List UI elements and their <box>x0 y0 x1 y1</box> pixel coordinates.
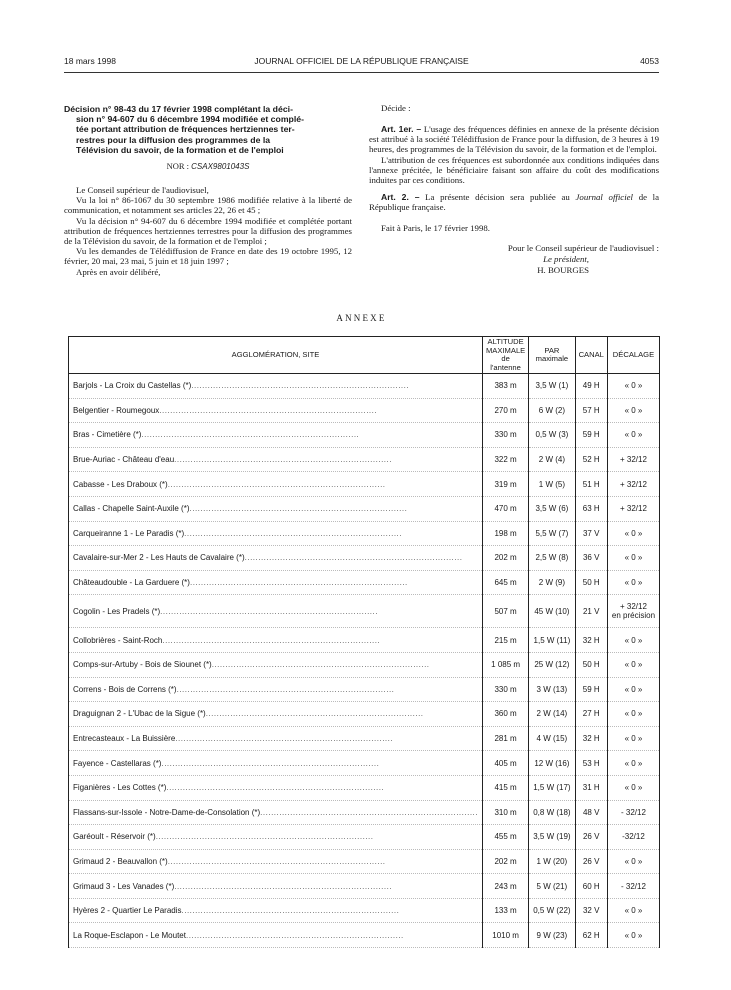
table-row <box>69 521 660 546</box>
decalage-value: « 0 » <box>624 930 643 940</box>
canal-cell: 62 H <box>575 923 607 948</box>
decalage-value: « 0 » <box>624 430 643 440</box>
altitude-cell: 281 m <box>482 726 528 751</box>
decide-column <box>369 103 659 276</box>
canal-cell: 63 H <box>575 496 607 521</box>
header-journal-title: JOURNAL OFFICIEL DE LA RÉPUBLIQUE FRANÇAISE <box>254 56 469 66</box>
leader-dots: ................................................................................ <box>211 660 430 670</box>
decision-title-line: tée portant attribution de fréquences hertziennes ter- <box>76 124 295 135</box>
par-cell: 2 W (4) <box>529 447 575 472</box>
table-row <box>69 775 660 800</box>
altitude-cell: 330 m <box>482 677 528 702</box>
par-cell: 3,5 W (6) <box>529 496 575 521</box>
decalage-cell <box>607 628 659 653</box>
decalage-cell <box>607 775 659 800</box>
site-cell <box>69 472 483 497</box>
decalage-note: en précision <box>611 611 656 621</box>
site-cell <box>69 570 483 595</box>
leader-dots: ................................................................................ <box>167 856 386 866</box>
decalage-value: -32/12 <box>622 832 645 842</box>
site-cell <box>69 726 483 751</box>
par-cell: 2,5 W (8) <box>529 546 575 571</box>
decalage-value: « 0 » <box>624 578 643 588</box>
site-cell <box>69 800 483 825</box>
decalage-value: + 32/12 <box>620 455 647 465</box>
site-cell <box>69 702 483 727</box>
altitude-cell: 1 085 m <box>482 652 528 677</box>
article-2-journal: Journal officiel <box>575 192 633 203</box>
leader-dots: ................................................................................ <box>185 930 404 940</box>
leader-dots: ................................................................................ <box>176 684 395 694</box>
site-name: Garéoult - Réservoir (*) <box>73 832 156 842</box>
decalage-value: « 0 » <box>624 635 643 645</box>
par-cell: 25 W (12) <box>529 652 575 677</box>
decalage-cell <box>607 423 659 448</box>
site-name: Carqueiranne 1 - Le Paradis (*) <box>73 528 185 538</box>
table-row <box>69 677 660 702</box>
decalage-value: - 32/12 <box>621 807 646 817</box>
altitude-cell: 360 m <box>482 702 528 727</box>
leader-dots: ................................................................................ <box>181 906 400 916</box>
decalage-cell <box>607 825 659 850</box>
altitude-cell: 330 m <box>482 423 528 448</box>
table-row <box>69 628 660 653</box>
site-cell <box>69 825 483 850</box>
site-cell <box>69 898 483 923</box>
leader-dots: ................................................................................ <box>155 832 374 842</box>
site-cell <box>69 595 483 628</box>
site-name: Correns - Bois de Correns (*) <box>73 684 177 694</box>
site-name: La Roque-Esclapon - Le Moutet <box>73 930 186 940</box>
par-cell: 45 W (10) <box>529 595 575 628</box>
table-row <box>69 496 660 521</box>
site-name: Fayence - Castellaras (*) <box>73 758 162 768</box>
leader-dots: ................................................................................ <box>244 553 463 563</box>
column-header-canal: CANAL <box>575 337 607 374</box>
decision-title-line: sion n° 94-607 du 6 décembre 1994 modifiée et complé- <box>76 114 304 125</box>
table-row <box>69 652 660 677</box>
signature-role-text: Le président, <box>543 253 589 264</box>
canal-cell: 50 H <box>575 652 607 677</box>
site-name: Grimaud 2 - Beauvallon (*) <box>73 856 168 866</box>
decalage-value: « 0 » <box>624 405 643 415</box>
table-row <box>69 923 660 948</box>
canal-cell: 48 V <box>575 800 607 825</box>
decalage-cell <box>607 702 659 727</box>
decalage-cell <box>607 374 659 399</box>
decalage-value: « 0 » <box>624 684 643 694</box>
decision-paragraph: Vu la loi n° 86-1067 du 30 septembre 1986 modifiée relative à la liberté de communication, et notamment ses articles 22, 26 et 45 ; <box>64 195 352 216</box>
par-cell: 6 W (2) <box>529 398 575 423</box>
altitude-cell: 319 m <box>482 472 528 497</box>
site-name: Bras - Cimetière (*) <box>73 430 142 440</box>
site-cell <box>69 652 483 677</box>
signature-name: H. BOURGES <box>537 264 589 275</box>
site-name: Draguignan 2 - L'Ubac de la Sigue (*) <box>73 709 206 719</box>
canal-cell: 32 H <box>575 628 607 653</box>
site-name: Entrecasteaux - La Buissière <box>73 734 176 744</box>
site-name: Comps-sur-Artuby - Bois de Siounet (*) <box>73 660 212 670</box>
column-header-decalage: DÉCALAGE <box>607 337 659 374</box>
site-name: Barjols - La Croix du Castellas (*) <box>73 381 192 391</box>
decalage-value: « 0 » <box>624 381 643 391</box>
leader-dots: ................................................................................ <box>205 709 424 719</box>
site-cell <box>69 546 483 571</box>
decalage-cell <box>607 874 659 899</box>
altitude-cell: 470 m <box>482 496 528 521</box>
decision-title-line: Télévision du savoir, de la formation et de l'emploi <box>76 144 284 155</box>
annexe-table-body <box>69 374 660 948</box>
leader-dots: ................................................................................ <box>191 381 410 391</box>
canal-cell: 26 V <box>575 825 607 850</box>
nor-label: NOR : <box>166 161 190 172</box>
header-page-number: 4053 <box>640 56 659 66</box>
leader-dots: ................................................................................ <box>160 606 378 616</box>
canal-cell: 51 H <box>575 472 607 497</box>
nor-code: CSAX9801043S <box>191 162 250 172</box>
par-cell: 3,5 W (1) <box>529 374 575 399</box>
site-cell <box>69 677 483 702</box>
table-row <box>69 398 660 423</box>
site-cell <box>69 521 483 546</box>
canal-cell: 60 H <box>575 874 607 899</box>
canal-cell: 26 V <box>575 849 607 874</box>
leader-dots: ................................................................................ <box>167 479 386 489</box>
header-date: 18 mars 1998 <box>64 56 116 66</box>
annexe-table <box>68 336 660 948</box>
decalage-cell <box>607 800 659 825</box>
table-row <box>69 374 660 399</box>
decalage-cell <box>607 652 659 677</box>
decision-paragraph: Vu les demandes de Télédiffusion de France en date des 19 octobre 1995, 12 février, 20 mai, 23 mai, 5 juin et 18 juin 1997 ; <box>64 246 352 267</box>
leader-dots: ................................................................................ <box>141 430 360 440</box>
table-row <box>69 472 660 497</box>
article-1-label: Art. 1er. – <box>381 124 422 134</box>
decalage-cell <box>607 570 659 595</box>
table-row <box>69 726 660 751</box>
decalage-value: « 0 » <box>624 758 643 768</box>
decalage-cell <box>607 398 659 423</box>
canal-cell: 27 H <box>575 702 607 727</box>
page-header <box>64 56 659 70</box>
par-cell: 0,5 W (3) <box>529 423 575 448</box>
decision-paragraph: Vu la décision n° 94-607 du 6 décembre 1994 modifiée et complétée portant attribution de fréquences hertziennes terrestres pour la diffusion des programmes de la Télévision du savoir, de la formation et de l'emploi ; <box>64 215 352 247</box>
canal-cell: 53 H <box>575 751 607 776</box>
site-cell <box>69 874 483 899</box>
table-row <box>69 546 660 571</box>
decalage-cell <box>607 447 659 472</box>
decalage-value: + 32/12 <box>620 504 647 514</box>
fait-a-paris: Fait à Paris, le 17 février 1998. <box>381 222 490 233</box>
table-row <box>69 570 660 595</box>
site-name: Brue-Auriac - Château d'eau <box>73 455 175 465</box>
altitude-cell: 645 m <box>482 570 528 595</box>
par-cell: 1,5 W (17) <box>529 775 575 800</box>
altitude-cell: 1010 m <box>482 923 528 948</box>
site-cell <box>69 775 483 800</box>
altitude-cell: 270 m <box>482 398 528 423</box>
leader-dots: ................................................................................ <box>161 758 380 768</box>
par-cell: 3,5 W (19) <box>529 825 575 850</box>
decalage-cell <box>607 546 659 571</box>
altitude-header-line1: ALTITUDE MAXIMALE <box>485 337 526 355</box>
par-cell: 0,8 W (18) <box>529 800 575 825</box>
site-cell <box>69 923 483 948</box>
site-cell <box>69 496 483 521</box>
par-cell: 5,5 W (7) <box>529 521 575 546</box>
decalage-value: « 0 » <box>624 906 643 916</box>
decision-title-line: restres pour la diffusion des programmes de la <box>76 134 271 145</box>
altitude-cell: 322 m <box>482 447 528 472</box>
header-rule <box>64 72 659 73</box>
par-cell: 2 W (9) <box>529 570 575 595</box>
altitude-cell: 405 m <box>482 751 528 776</box>
canal-cell: 59 H <box>575 423 607 448</box>
decalage-cell <box>607 677 659 702</box>
decalage-value: « 0 » <box>624 660 643 670</box>
par-cell: 1 W (20) <box>529 849 575 874</box>
par-cell: 2 W (14) <box>529 702 575 727</box>
article-2-label: Art. 2. – <box>381 192 420 203</box>
table-row <box>69 874 660 899</box>
altitude-cell: 415 m <box>482 775 528 800</box>
table-row <box>69 849 660 874</box>
altitude-header-line2: de l'antenne <box>490 354 521 372</box>
table-row <box>69 825 660 850</box>
table-row <box>69 447 660 472</box>
canal-cell: 50 H <box>575 570 607 595</box>
canal-cell: 57 H <box>575 398 607 423</box>
decalage-cell <box>607 595 659 628</box>
decalage-value: « 0 » <box>624 783 643 793</box>
site-name: Belgentier - Roumegoux <box>73 405 160 415</box>
decision-column <box>64 104 352 277</box>
leader-dots: ................................................................................ <box>174 881 393 891</box>
altitude-cell: 202 m <box>482 849 528 874</box>
signature-role <box>369 254 659 265</box>
nor-reference <box>64 161 352 171</box>
par-cell: 12 W (16) <box>529 751 575 776</box>
decalage-cell <box>607 726 659 751</box>
decide-heading: Décide : <box>381 103 411 113</box>
column-header-par <box>529 337 575 374</box>
par-cell: 3 W (13) <box>529 677 575 702</box>
canal-cell: 31 H <box>575 775 607 800</box>
canal-cell: 37 V <box>575 521 607 546</box>
par-cell: 1,5 W (11) <box>529 628 575 653</box>
canal-cell: 32 V <box>575 898 607 923</box>
site-name: Collobrières - Saint-Roch <box>73 635 163 645</box>
altitude-cell: 198 m <box>482 521 528 546</box>
altitude-cell: 202 m <box>482 546 528 571</box>
annexe-title: ANNEXE <box>336 313 387 323</box>
decalage-cell <box>607 472 659 497</box>
site-cell <box>69 849 483 874</box>
altitude-cell: 243 m <box>482 874 528 899</box>
site-cell <box>69 628 483 653</box>
leader-dots: ................................................................................ <box>166 783 385 793</box>
site-cell <box>69 751 483 776</box>
decision-title-line: Décision n° 98-43 du 17 février 1998 complétant la déci- <box>64 104 293 114</box>
canal-cell: 36 V <box>575 546 607 571</box>
altitude-cell: 215 m <box>482 628 528 653</box>
table-row <box>69 800 660 825</box>
decision-paragraph: Le Conseil supérieur de l'audiovisuel, <box>76 185 209 196</box>
decalage-cell <box>607 923 659 948</box>
leader-dots: ................................................................................ <box>159 405 378 415</box>
altitude-cell: 507 m <box>482 595 528 628</box>
article-2 <box>369 192 659 212</box>
site-name: Châteaudouble - La Garduere (*) <box>73 578 190 588</box>
site-name: Callas - Chapelle Saint-Auxile (*) <box>73 504 190 514</box>
par-cell: 4 W (15) <box>529 726 575 751</box>
decision-title <box>64 104 352 155</box>
canal-cell: 21 V <box>575 595 607 628</box>
decision-paragraph: Après en avoir délibéré, <box>76 266 161 277</box>
altitude-cell: 310 m <box>482 800 528 825</box>
leader-dots: ................................................................................ <box>260 807 478 817</box>
altitude-cell: 455 m <box>482 825 528 850</box>
decalage-value: « 0 » <box>624 734 643 744</box>
site-name: Cabasse - Les Draboux (*) <box>73 479 168 489</box>
decalage-cell <box>607 496 659 521</box>
leader-dots: ................................................................................ <box>184 528 402 538</box>
canal-cell: 32 H <box>575 726 607 751</box>
site-cell <box>69 398 483 423</box>
decalage-value: « 0 » <box>624 528 643 538</box>
canal-cell: 59 H <box>575 677 607 702</box>
site-name: Figanières - Les Cottes (*) <box>73 783 167 793</box>
canal-cell: 52 H <box>575 447 607 472</box>
decalage-cell <box>607 898 659 923</box>
par-cell: 9 W (23) <box>529 923 575 948</box>
decalage-value: « 0 » <box>624 856 643 866</box>
canal-cell: 49 H <box>575 374 607 399</box>
par-cell: 1 W (5) <box>529 472 575 497</box>
table-row <box>69 423 660 448</box>
altitude-cell: 133 m <box>482 898 528 923</box>
table-row <box>69 702 660 727</box>
article-1-paragraph-2: L'attribution de ces fréquences est subordonnée aux conditions indiquées dans l'annexe précitée, le bénéficiaire faisant son affaire du coût des modifications induites par ces conditions. <box>369 154 659 186</box>
decalage-value: - 32/12 <box>621 881 646 891</box>
column-header-altitude <box>482 337 528 374</box>
par-header-line1: PAR <box>544 345 560 355</box>
decalage-value: « 0 » <box>624 553 643 563</box>
leader-dots: ................................................................................ <box>189 578 408 588</box>
leader-dots: ................................................................................ <box>162 635 381 645</box>
site-cell <box>69 374 483 399</box>
decalage-value: + 32/12 <box>620 479 647 489</box>
decalage-value: + 32/12 <box>620 602 647 612</box>
site-name: Cogolin - Les Pradels (*) <box>73 606 161 616</box>
par-header-line2: maximale <box>535 354 569 363</box>
site-name: Flassans-sur-Issole - Notre-Dame-de-Consolation (*) <box>73 807 261 817</box>
decalage-value: « 0 » <box>624 709 643 719</box>
leader-dots: ................................................................................ <box>174 455 392 465</box>
table-row <box>69 898 660 923</box>
site-cell <box>69 447 483 472</box>
decalage-cell <box>607 849 659 874</box>
leader-dots: ................................................................................ <box>175 734 394 744</box>
column-header-site: AGGLOMÉRATION, SITE <box>69 337 483 374</box>
article-1 <box>369 124 659 155</box>
decalage-cell <box>607 751 659 776</box>
signature-for: Pour le Conseil supérieur de l'audiovisuel : <box>507 242 659 253</box>
table-row <box>69 751 660 776</box>
site-name: Hyères 2 - Quartier Le Paradis <box>73 906 182 916</box>
par-cell: 5 W (21) <box>529 874 575 899</box>
decalage-cell <box>607 521 659 546</box>
article-2-text-end: de la République française. <box>369 192 660 213</box>
altitude-cell: 383 m <box>482 374 528 399</box>
table-row <box>69 595 660 628</box>
site-name: Cavalaire-sur-Mer 2 - Les Hauts de Cavalaire (*) <box>73 553 245 563</box>
site-name: Grimaud 3 - Les Vanades (*) <box>73 881 175 891</box>
leader-dots: ................................................................................ <box>189 504 408 514</box>
table-header-row <box>69 337 660 374</box>
par-cell: 0,5 W (22) <box>529 898 575 923</box>
article-1-text: L'usage des fréquences définies en annexe de la présente décision est attribué à la société Télédiffusion de France pour la diffusion, de 3 heures à 19 heures, des programmes de la Télévision du savoir, de la formation et de l'emploi. <box>369 124 660 155</box>
article-2-text: La présente décision sera publiée au <box>425 192 570 203</box>
site-cell <box>69 423 483 448</box>
